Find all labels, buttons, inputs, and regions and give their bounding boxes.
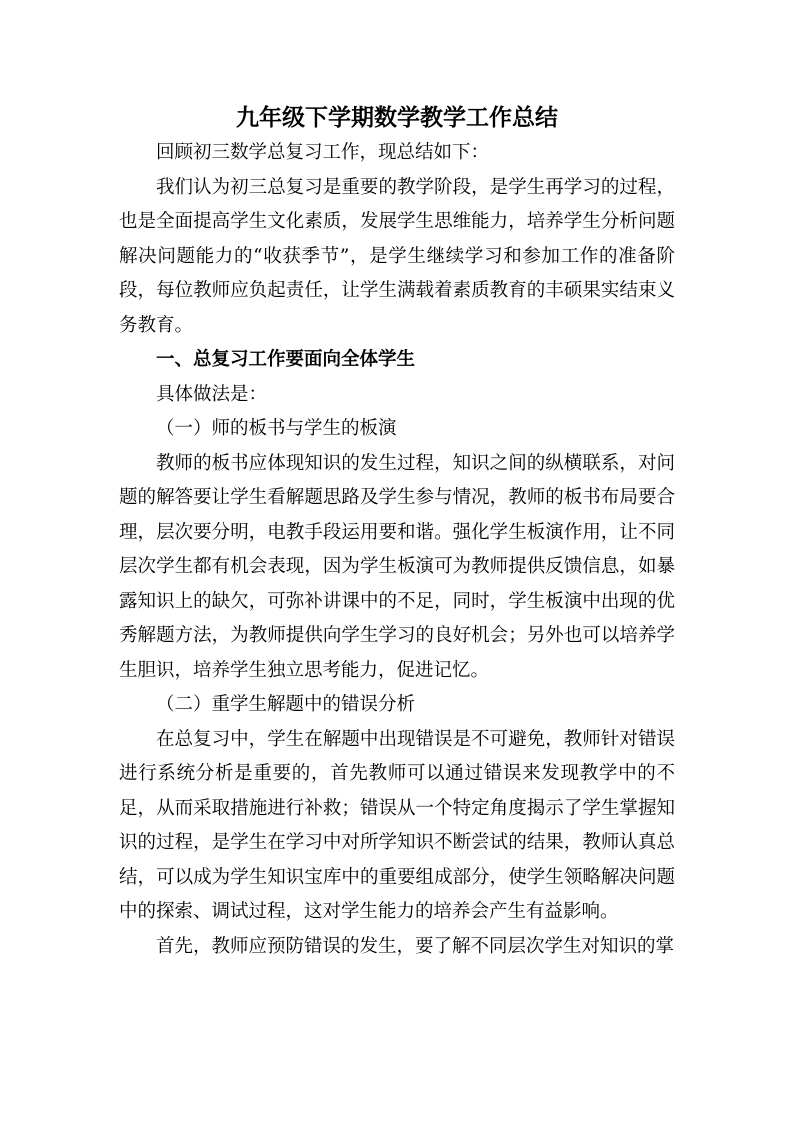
subheading-1: （一）师的板书与学生的板演 <box>156 418 397 439</box>
section-heading-1: 一、总复习工作要面向全体学生 <box>156 349 416 370</box>
paragraph-intro: 回顾初三数学总复习工作，现总结如下： <box>156 142 490 163</box>
paragraph-error-analysis: 在总复习中，学生在解题中出现错误是不可避免，教师针对错误进行系统分析是重要的，首先教师可以通过错误来发现教学中的不足，从而采取措施进行补救；错误从一个特定角度揭示了学生掌握知识的过程，是学生在学习中对所学知识不断尝试的结果，教师认真总结，可以成为学生知识宝库中的重要组成部分，使学生领略解决问题中的探索、调试过程，这对学生能力的培养会产生有益影响。 <box>119 728 675 922</box>
document-page <box>119 100 675 964</box>
paragraph-error-prevention: 首先，教师应预防错误的发生，要了解不同层次学生对知识的掌 <box>156 935 675 957</box>
paragraph-method-intro: 具体做法是： <box>156 383 268 405</box>
paragraph-board-writing: 教师的板书应体现知识的发生过程，知识之间的纵横联系，对问题的解答要让学生看解题思路及学生参与情况，教师的板书布局要合理，层次要分明，电教手段运用要和谐。强化学生板演作用，让不同层次学生都有机会表现，因为学生板演可为教师提供反馈信息，如暴露知识上的缺欠，可弥补讲课中的不足，同时，学生板演中出现的优秀解题方法，为教师提供向学生学习的良好机会；另外也可以培养学生胆识，培养学生独立思考能力，促进记忆。 <box>119 452 675 681</box>
subheading-2: （二）重学生解题中的错误分析 <box>156 694 416 715</box>
document-title: 九年级下学期数学教学工作总结 <box>236 104 558 131</box>
paragraph-review-importance: 我们认为初三总复习是重要的教学阶段，是学生再学习的过程，也是全面提高学生文化素质，发展学生思维能力，培养学生分析问题解决问题能力的“收获季节”，是学生继续学习和参加工作的准备阶段，每位教师应负起责任，让学生满载着素质教育的丰硕果实结束义务教育。 <box>119 176 675 336</box>
